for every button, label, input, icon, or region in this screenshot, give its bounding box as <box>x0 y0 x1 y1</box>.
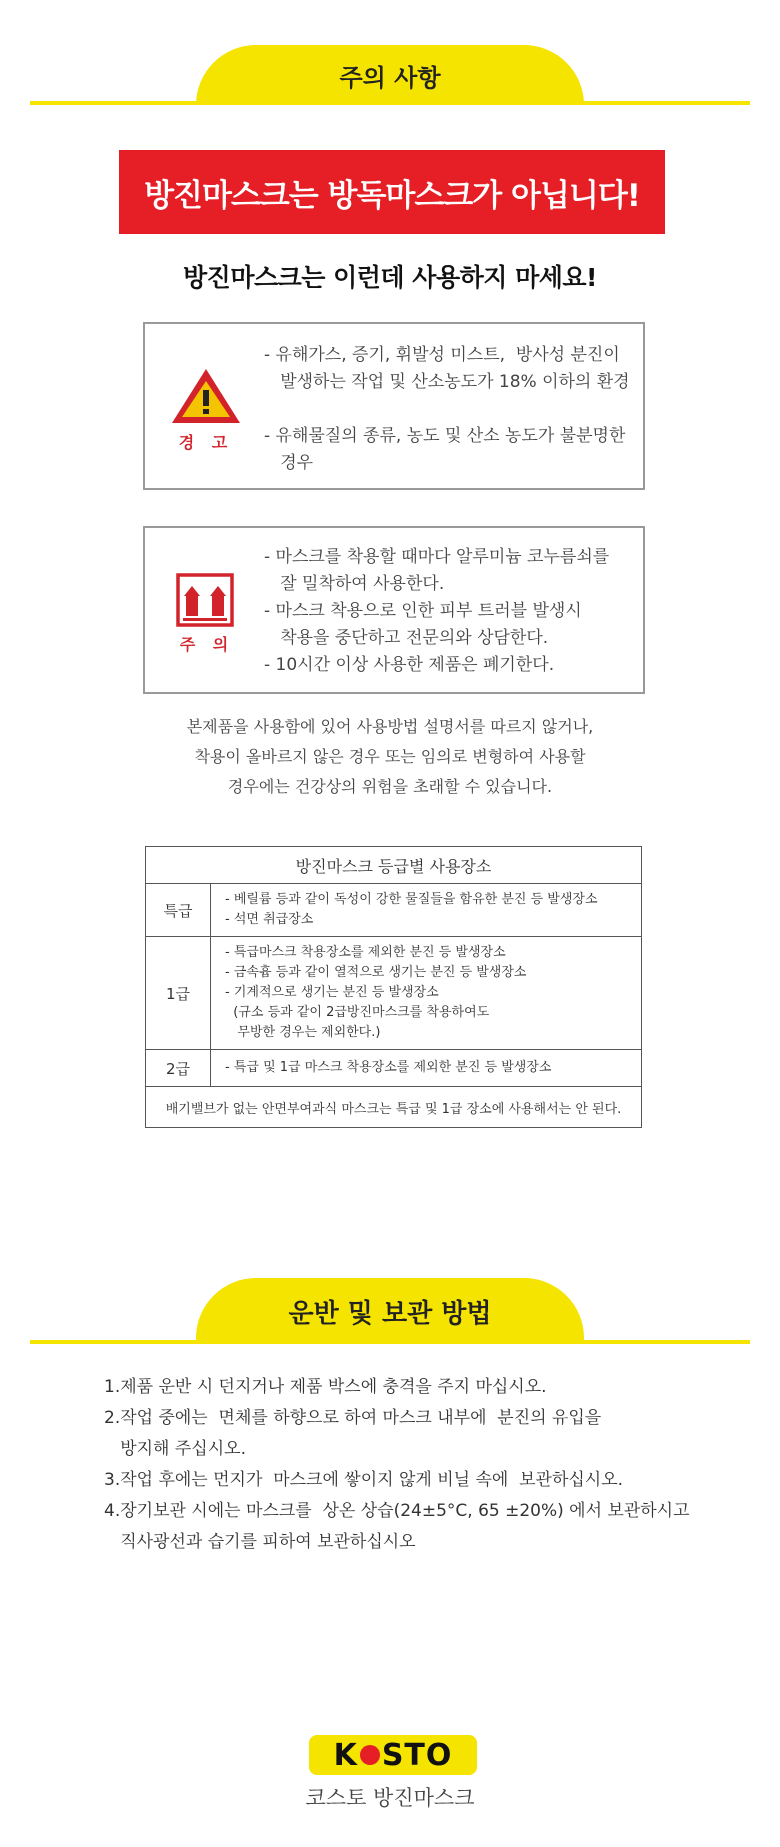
instruction-line: 4.장기보관 시에는 마스크를 상온 상습(24±5°C, 65 ±20%) 에서 보관하시고 <box>104 1501 690 1521</box>
grade-description: - 특급 및 1급 마스크 착용장소를 제외한 분진 등 발생장소 <box>211 1050 642 1087</box>
grade-description: - 베릴륨 등과 같이 독성이 강한 물질들을 함유한 분진 등 발생장소 - 석면 취급장소 <box>211 884 642 937</box>
warning-banner: 방진마스크는 방독마스크가 아닙니다! <box>119 150 665 234</box>
caution-box <box>143 526 645 694</box>
grade-label: 1급 <box>146 937 211 1050</box>
instruction-line: 방지해 주십시오. <box>104 1439 246 1459</box>
storage-section-header <box>30 1278 750 1344</box>
grade-label: 특급 <box>146 884 211 937</box>
caution-line: - 10시간 이상 사용한 제품은 폐기한다. <box>264 655 555 675</box>
header-divider <box>30 101 750 105</box>
table-row <box>146 884 642 937</box>
header-divider <box>30 1340 750 1344</box>
grade-label: 2급 <box>146 1050 211 1087</box>
instruction-line: 3.작업 후에는 먼지가 마스크에 쌓이지 않게 비닐 속에 보관하십시오. <box>104 1470 624 1490</box>
grade-description: - 특급마스크 착용장소를 제외한 분진 등 발생장소 - 금속흄 등과 같이 열적으로 생기는 분진 등 발생장소 - 기계적으로 생기는 분진 등 발생장소 (규소 등과 같이 2급방진마스크를 착용하여도 무방한 경우는 제외한다.) <box>211 937 642 1050</box>
caution-line: - 마스크 착용으로 인한 피부 트러블 발생시 <box>264 601 582 621</box>
caution-section-header <box>30 45 750 105</box>
caution-line: - 마스크를 착용할 때마다 알루미늄 코누름쇠를 <box>264 547 610 567</box>
caution-line: 잘 밀착하여 사용한다. <box>264 574 445 594</box>
caution-symbol <box>175 572 239 655</box>
notice-line: 본제품을 사용함에 있어 사용방법 설명서를 따르지 않거나, <box>186 717 594 736</box>
fragile-box-icon <box>175 572 235 628</box>
warning-line: - 유해가스, 증기, 휘발성 미스트, 방사성 분진이 <box>264 345 620 365</box>
warning-line <box>264 396 630 423</box>
warning-line: 발생하는 작업 및 산소농도가 18% 이하의 환경 <box>264 372 630 392</box>
caution-title: 주의 사항 <box>196 45 584 105</box>
storage-instructions <box>104 1372 690 1558</box>
table-row <box>146 937 642 1050</box>
instruction-line: 직사광선과 습기를 피하여 보관하십시오 <box>104 1532 416 1552</box>
instruction-line: 1.제품 운반 시 던지거나 제품 박스에 충격을 주지 마십시오. <box>104 1377 547 1397</box>
warning-line: - 유해물질의 종류, 농도 및 산소 농도가 불분명한 <box>264 426 626 446</box>
grade-table <box>145 846 642 1128</box>
warning-triangle-icon <box>170 366 242 426</box>
table-row <box>146 1050 642 1087</box>
warning-text <box>264 342 630 477</box>
caution-line: 착용을 중단하고 전문의와 상담한다. <box>264 628 549 648</box>
notice-line: 착용이 올바르지 않은 경우 또는 임의로 변형하여 사용할 <box>194 747 586 766</box>
logo-letters: STO <box>381 1737 453 1773</box>
warning-symbol <box>170 366 242 453</box>
storage-title: 운반 및 보관 방법 <box>196 1278 584 1344</box>
grade-table-footer: 배기밸브가 없는 안면부여과식 마스크는 특급 및 1급 장소에 사용해서는 안 된다. <box>146 1087 642 1128</box>
logo-letter: K <box>333 1737 358 1773</box>
caution-text <box>264 544 609 679</box>
warning-symbol-label: 경 고 <box>178 433 234 452</box>
grade-table-caption: 방진마스크 등급별 사용장소 <box>146 847 642 884</box>
warning-line: 경우 <box>264 453 314 473</box>
kosto-logo <box>309 1735 477 1775</box>
logo-dot-icon <box>360 1745 380 1765</box>
brand-name: 코스토 방진마스크 <box>305 1786 475 1810</box>
caution-symbol-label: 주 의 <box>179 635 235 654</box>
usage-notice <box>0 712 780 802</box>
notice-line: 경우에는 건강상의 위험을 초래할 수 있습니다. <box>227 777 553 796</box>
subheading: 방진마스크는 이런데 사용하지 마세요! <box>183 263 597 292</box>
instruction-line: 2.작업 중에는 면체를 하향으로 하여 마스크 내부에 분진의 유입을 <box>104 1408 602 1428</box>
warning-box <box>143 322 645 490</box>
